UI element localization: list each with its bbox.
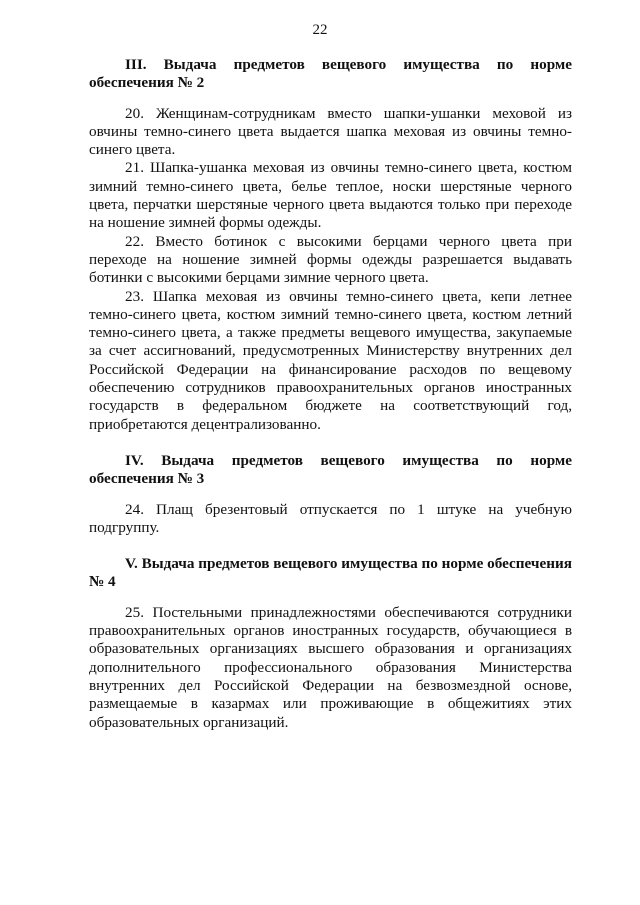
section-heading-3-line1: III. Выдача предметов вещевого имущества по норме [125,56,572,73]
section-heading-4-line1: IV. Выдача предметов вещевого имущества по норме [125,451,572,469]
paragraph-24: 24. Плащ брезентовый отпускается по 1 штуке на учебную подгруппу. [89,500,572,536]
paragraph-21: 21. Шапка-ушанка меховая из овчины темно-синего цвета, костюм зимний темно-синего цвета, белье теплое, носки шерстяные черного цвета, перчатки шерстяные черного цвета выдаются только при переходе на ношение зимней формы одежды. [89,159,572,232]
page-number: 22 [312,22,328,38]
paragraph-25: 25. Постельными принадлежностями обеспечиваются сотрудники правоохранительных органов иностранных государств, обучающиеся в образовательных организациях высшего образования и организациях дополнительного профессионального образования Министерства внутренних дел Российской Федерации на безвозмездной основе, размещаемые в казармах или проживающие в общежитиях этих образовательных организаций. [89,603,572,731]
section-heading-5-line1: V. Выдача предметов вещевого имущества по норме обеспечения [125,555,572,573]
paragraph-20: 20. Женщинам-сотрудникам вместо шапки-ушанки меховой из овчины темно-синего цвета выдается шапка меховая из овчины темно-синего цвета. [89,104,572,159]
section-heading-4-line2: обеспечения № 3 [89,470,205,488]
section-heading-5-line2: № 4 [89,573,116,591]
document-body [89,56,572,732]
paragraph-22: 22. Вместо ботинок с высокими берцами черного цвета при переходе на ношение зимней формы одежды разрешается выдавать ботинки с высокими берцами зимние черного цвета. [89,232,572,287]
section-heading-3 [89,56,572,93]
section-heading-5 [89,555,572,592]
paragraph-23: 23. Шапка меховая из овчины темно-синего цвета, кепи летнее темно-синего цвета, костюм зимний темно-синего цвета, костюм летний темно-синего цвета, а также предметы вещевого имущества, закупаемые за счет ассигнований, предусмотренных Министерству внутренних дел Российской Федерации на финансирование расходов по вещевому обеспечению сотрудников правоохранительных органов иностранных государств в федеральном бюджете на соответствующий год, приобретаются децентрализованно. [89,287,572,433]
section-heading-4 [89,452,572,489]
section-heading-3-line2: обеспечения № 2 [89,74,205,92]
